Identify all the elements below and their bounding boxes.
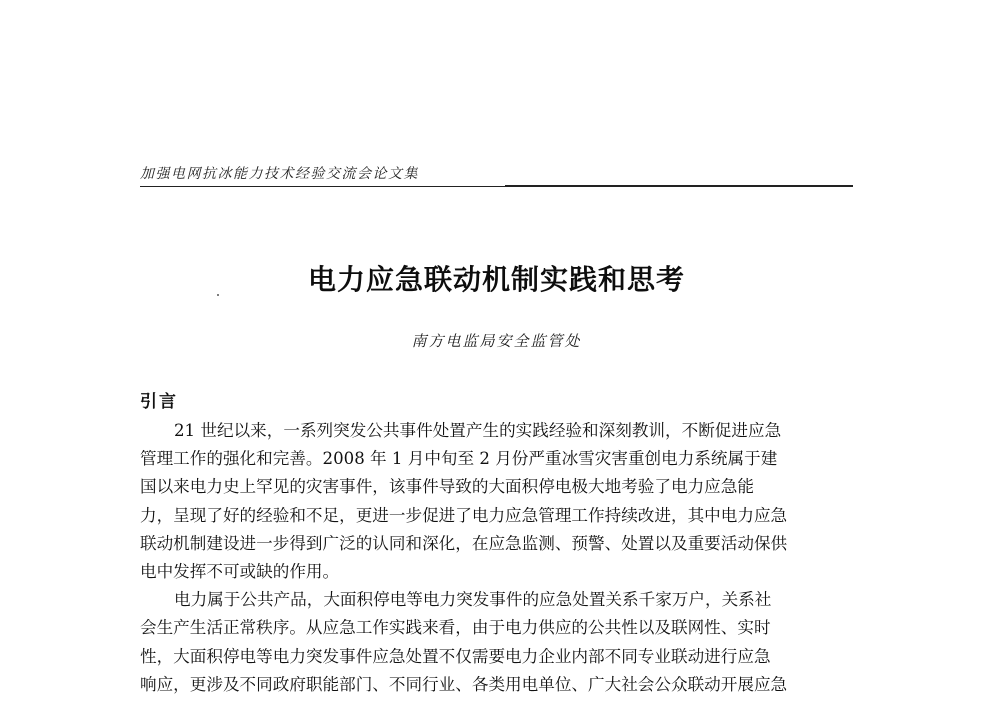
body-line: 联动机制建设进一步得到广泛的认同和深化，在应急监测、预警、处置以及重要活动保供 [140,533,788,553]
body-line: 响应，更涉及不同政府职能部门、不同行业、各类用电单位、广大社会公众联动开展应急 [140,674,788,694]
body-line: 21 世纪以来，一系列突发公共事件处置产生的实践经验和深刻教训，不断促进应急 [174,421,782,440]
body-line: 会生产生活正常秩序。从应急工作实践来看，由于电力供应的公共性以及联网性、实时 [140,618,771,638]
body-line: 电中发挥不可或缺的作用。 [140,561,340,581]
body-line: 管理工作的强化和完善。2008 年 1 月中旬至 2 月份严重冰雪灾害重创电力系统属于建 [140,449,778,469]
body-line: 电力属于公共产品，大面积停电等电力突发事件的应急处置关系千家万户，关系社 [174,590,772,610]
section-heading: 引言 [140,392,178,412]
paper-title: 电力应急联动机制实践和思考 [307,263,685,296]
scan-speck [217,294,219,296]
body-text [140,417,860,699]
body-line: 力，呈现了好的经验和不足，更进一步促进了电力应急管理工作持续改进，其中电力应急 [140,505,788,525]
body-line: 国以来电力史上罕见的灾害事件，该事件导致的大面积停电极大地考验了电力应急能 [140,477,754,497]
author-affiliation: 南方电监局安全监管处 [411,332,582,350]
running-header: 加强电网抗冰能力技术经验交流会论文集 [140,166,419,182]
body-line: 性，大面积停电等电力突发事件应急处置不仅需要电力企业内部不同专业联动进行应急 [140,646,771,666]
header-rule-accent [505,185,853,187]
